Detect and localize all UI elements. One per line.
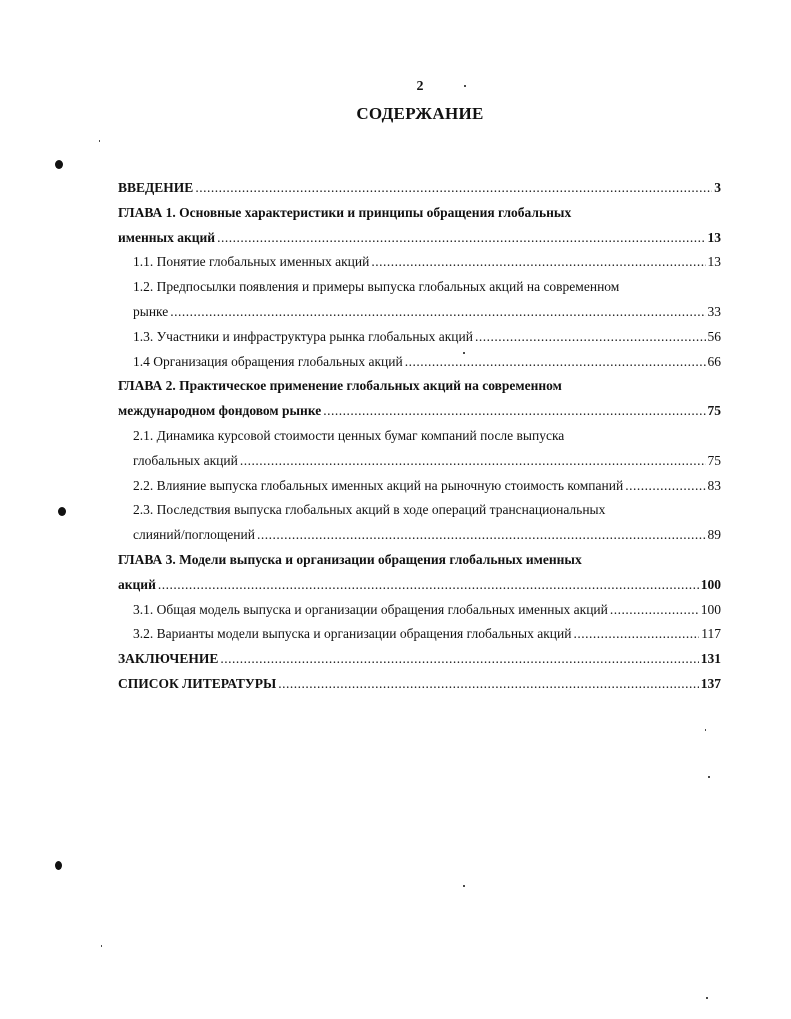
scan-speck	[706, 997, 708, 999]
dot-leader	[240, 449, 706, 474]
dot-leader	[257, 523, 706, 548]
toc-entry-section-1-3[interactable]	[118, 325, 721, 350]
toc-entry-title-line1: 2.3. Последствия выпуска глобальных акций в ходе операций транснациональных	[133, 502, 606, 518]
scan-speck	[463, 352, 465, 354]
toc-entry-title: ВВЕДЕНИЕ	[118, 180, 194, 195]
toc-entry-title: ЗАКЛЮЧЕНИЕ	[118, 651, 219, 667]
dot-leader	[217, 226, 705, 251]
scan-speck	[705, 729, 706, 731]
scan-speck	[55, 861, 62, 870]
toc-entry-page: 131	[700, 651, 721, 667]
dot-leader	[475, 325, 706, 350]
toc-entry-title: акций	[118, 576, 156, 592]
dot-leader	[158, 573, 699, 598]
toc-entry-chapter-2[interactable]	[118, 374, 721, 424]
scan-speck	[101, 945, 102, 947]
toc-entry-chapter-3[interactable]	[118, 548, 721, 598]
toc-entry-page: 100	[700, 576, 721, 592]
dot-leader	[625, 474, 705, 499]
dot-leader	[220, 647, 698, 672]
scan-speck	[708, 776, 710, 778]
dot-leader	[278, 672, 699, 697]
toc-entry-title-line1: ГЛАВА 2. Практическое применение глобальных акций на современном	[118, 378, 562, 394]
dot-leader	[405, 350, 706, 375]
toc-entry-title: глобальных акций	[133, 452, 238, 468]
scan-speck	[99, 140, 100, 142]
toc-entry-section-1-1[interactable]	[118, 250, 721, 275]
toc-entry-page: 13	[707, 229, 721, 245]
toc-entry-section-2-3[interactable]	[118, 498, 721, 548]
toc-entry-page: 33	[707, 303, 721, 319]
toc-entry-title: 1.4 Организация обращения глобальных акций	[133, 353, 403, 369]
toc-entry-page: 75	[707, 403, 721, 419]
toc-entry-title: слияний/поглощений	[133, 527, 255, 543]
toc-entry-section-2-1[interactable]	[118, 424, 721, 474]
page-number: 2	[416, 79, 424, 94]
toc-entry-page: 137	[700, 675, 721, 691]
toc-entry-page: 117	[701, 626, 721, 642]
scan-speck	[58, 507, 66, 516]
dot-leader	[573, 622, 699, 647]
toc-entry-title: именных акций	[118, 229, 216, 245]
toc-entry-title: рынке	[133, 303, 169, 319]
toc-entry-chapter-1[interactable]	[118, 201, 721, 251]
dot-leader	[195, 176, 712, 201]
toc-entry-references[interactable]	[118, 672, 721, 697]
toc-entry-page: 89	[707, 527, 721, 543]
table-of-contents	[118, 176, 721, 697]
toc-entry-page: 83	[707, 477, 721, 493]
toc-entry-section-2-2[interactable]	[118, 474, 721, 499]
toc-entry-title: 3.2. Варианты модели выпуска и организации обращения глобальных акций	[133, 626, 572, 642]
dot-leader	[323, 399, 705, 424]
toc-entry-title: 2.2. Влияние выпуска глобальных именных акций на рыночную стоимость компаний	[133, 477, 624, 493]
toc-entry-section-3-1[interactable]	[118, 598, 721, 623]
toc-entry-page: 66	[707, 353, 721, 369]
toc-entry-title: СПИСОК ЛИТЕРАТУРЫ	[118, 675, 277, 691]
toc-entry-title-line1: ГЛАВА 1. Основные характеристики и принципы обращения глобальных	[118, 204, 572, 220]
toc-entry-page: 3	[714, 180, 721, 195]
toc-entry-title-line1: ГЛАВА 3. Модели выпуска и организации обращения глобальных именных	[118, 551, 582, 567]
toc-entry-title-line1: 2.1. Динамика курсовой стоимости ценных бумаг компаний после выпуска	[133, 427, 565, 443]
dot-leader	[610, 598, 699, 623]
toc-entry-page: 56	[707, 328, 721, 344]
toc-entry-page: 75	[707, 452, 721, 468]
scan-speck	[463, 885, 465, 887]
toc-entry-title: 3.1. Общая модель выпуска и организации обращения глобальных именных акций	[133, 601, 608, 617]
toc-entry-title-line1: 1.2. Предпосылки появления и примеры выпуска глобальных акций на современном	[133, 279, 620, 295]
toc-entry-conclusion[interactable]	[118, 647, 721, 672]
dot-leader	[170, 300, 705, 325]
toc-entry-introduction[interactable]	[118, 176, 721, 201]
page-title: СОДЕРЖАНИЕ	[356, 104, 484, 123]
scan-speck	[464, 85, 466, 87]
toc-entry-section-1-4[interactable]	[118, 350, 721, 375]
toc-entry-section-1-2[interactable]	[118, 275, 721, 325]
toc-entry-title: 1.3. Участники и инфраструктура рынка глобальных акций	[133, 328, 473, 344]
toc-entry-page: 100	[700, 601, 721, 617]
toc-entry-section-3-2[interactable]	[118, 622, 721, 647]
toc-entry-page: 13	[707, 254, 721, 270]
dot-leader	[371, 250, 705, 275]
scan-speck	[55, 160, 63, 169]
toc-entry-title: международном фондовом рынке	[118, 403, 322, 419]
toc-entry-title: 1.1. Понятие глобальных именных акций	[133, 254, 370, 270]
